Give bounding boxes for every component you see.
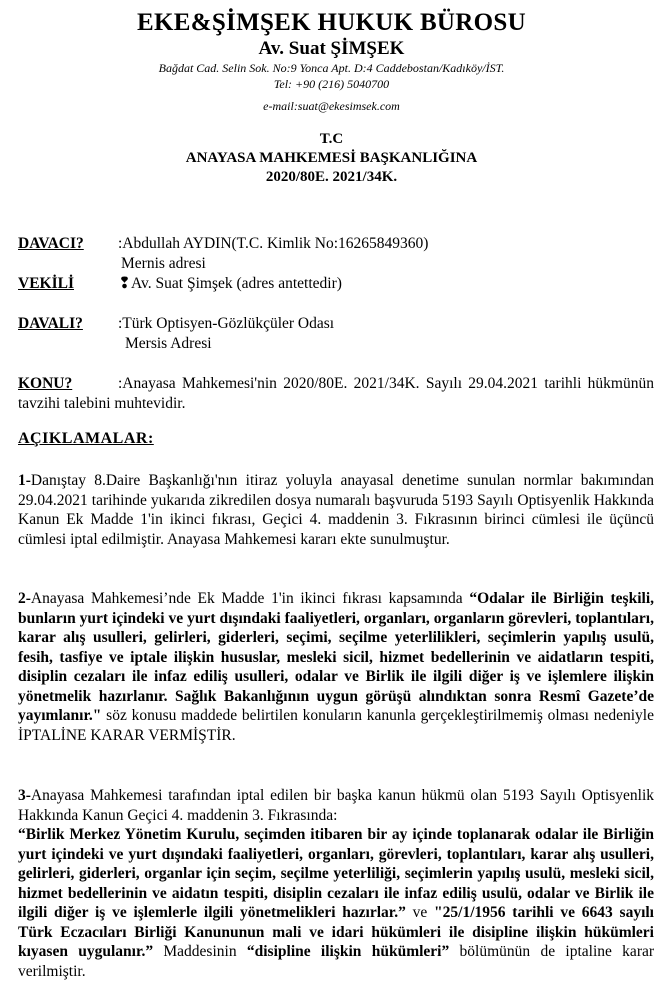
paragraph-3-connector-2: Maddesinin: [153, 943, 247, 960]
paragraph-2: [18, 589, 654, 745]
paragraph-2-quote: “Odalar ile Birliğin teşkili, bunların yurt içindeki ve yurt dışındaki faaliyetleri, organları, organların görevleri, toplantıları, karar alış usulleri, gelirleri, giderleri, seçimi, seçilme yeterlilikleri, seçimlerin yapılış usulü, fesih, tasfiye ve iptale ilişkin hususlar, mesleki sicil, hizmet bedellerinin ve aidatların tespiti, disiplin cezaları ile infaz ediliş usulleri, odalar ve Birlik ile ilgili diğer iş ve işlemlere ilişkin yönetmelik hazırlanır. Sağlık Bakanlığının uygun görüşü alındıktan sonra Resmî Gazete’de yayımlanır.": [18, 590, 654, 724]
paragraph-1-number: 1-: [18, 472, 31, 489]
paragraph-3-conclusion: bölümünün de iptaline karar verilmiştir.: [18, 943, 655, 980]
subject-field: [18, 374, 654, 414]
defendant-field: [18, 314, 654, 354]
court-line-name: ANAYASA MAHKEMESİ BAŞKANLIĞINA: [185, 150, 478, 166]
paragraph-3-quote-3: “disipline ilişkin hükümleri”: [246, 943, 450, 960]
plaintiff-value: :Abdullah AYDIN(T.C. Kimlik No:16265849360): [118, 235, 429, 252]
paragraph-1: [18, 471, 654, 549]
defendant-label: DAVALI?: [18, 315, 83, 332]
paragraph-2-conclusion: söz konusu maddede belirtilen konuların kanunla gerçekleştirilmemiş olması nedeniyle İPTALİNE KARAR VERMİŞTİR.: [18, 707, 654, 744]
plaintiff-label: DAVACI?: [18, 235, 84, 252]
paragraph-3: [18, 786, 654, 981]
lawyer-name: Av. Suat ŞİMŞEK: [258, 38, 405, 59]
attorney-value: ❢Av. Suat Şimşek (adres antettedir): [118, 275, 342, 292]
firm-address: Bağdat Cad. Selin Sok. No:9 Yonca Apt. D:4 Caddebostan/Kadıköy/İST.: [158, 61, 505, 75]
subject-value: :Anayasa Mahkemesi'nin 2020/80E. 2021/34K. Sayılı 29.04.2021 tarihli hükmünün tavzihi talebini muhtevidir.: [18, 375, 654, 412]
plaintiff-address: Mernis adresi: [121, 255, 206, 272]
explanations-heading: AÇIKLAMALAR:: [18, 430, 154, 447]
defendant-address: Mersis Adresi: [125, 335, 212, 352]
paragraph-3-connector: ve: [405, 904, 435, 921]
firm-name: EKE&ŞİMŞEK HUKUK BÜROSU: [137, 9, 526, 36]
paragraph-2-number: 2-: [18, 590, 31, 607]
court-address-block: [0, 130, 663, 187]
letterhead: [0, 8, 663, 114]
firm-telephone: Tel: +90 (216) 5040700: [273, 77, 390, 91]
subject-label: KONU?: [18, 375, 73, 392]
court-line-tc: T.C: [319, 131, 344, 147]
paragraph-3-quote-1: “Birlik Merkez Yönetim Kurulu, seçimden itibaren bir ay içinde toplanarak odalar ile Birliğin yurt içindeki ve yurt dışındaki faaliyetleri, organları, görevleri, toplantıları, karar alış usulleri, gelirleri, giderleri, organlar için seçim, seçilme yeterliliği, seçimlerin yapılış usulü, mesleki sicil, hizmet bedellerinin ve aidatın tespiti, disiplin cezaları ile infaz ediliş usulü, odalar ve Birlik ile ilgili diğer iş ve işlemlerle ilgili yönetmelikleri hazırlar.”: [18, 826, 654, 921]
plaintiff-field: [18, 234, 654, 274]
paragraph-3-intro: Anayasa Mahkemesi tarafından iptal edilen bir başka kanun hükmü olan 5193 Sayılı Optisyenlik Hakkında Kanun Geçici 4. maddenin 3. Fıkrasında:: [18, 787, 654, 824]
defendant-value: :Türk Optisyen-Gözlükçüler Odası: [118, 315, 335, 332]
firm-email: e-mail:suat@ekesimsek.com: [263, 99, 400, 113]
attorney-field: [18, 274, 654, 294]
paragraph-2-intro: Anayasa Mahkemesi’nde Ek Madde 1'in ikinci fıkrası kapsamında: [30, 590, 470, 607]
attorney-label: VEKİLİ: [18, 275, 74, 292]
paragraph-1-text: Danıştay 8.Daire Başkanlığı'nın itiraz yoluyla anayasal denetime sunulan normlar bakımından 29.04.2021 tarihinde yukarıda zikredilen dosya numaralı başvuruda 5193 Sayılı Optisyenlik Hakkında Kanun Ek Madde 1'in ikinci fıkrası, Geçici 4. maddenin 3. Fıkrasının birinci cümlesi ile üçüncü cümlesi iptal edilmiştir. Anayasa Mahkemesi kararı ekte sunulmuştur.: [18, 472, 654, 548]
court-line-case-number: 2020/80E. 2021/34K.: [265, 169, 398, 185]
paragraph-3-quote-2: "25/1/1956 tarihli ve 6643 sayılı Türk Eczacıları Birliği Kanununun mali ve idari hükümleri ile disipline ilişkin hükümleri kıyasen uygulanır.”: [18, 904, 654, 960]
paragraph-3-number: 3-: [18, 787, 31, 804]
